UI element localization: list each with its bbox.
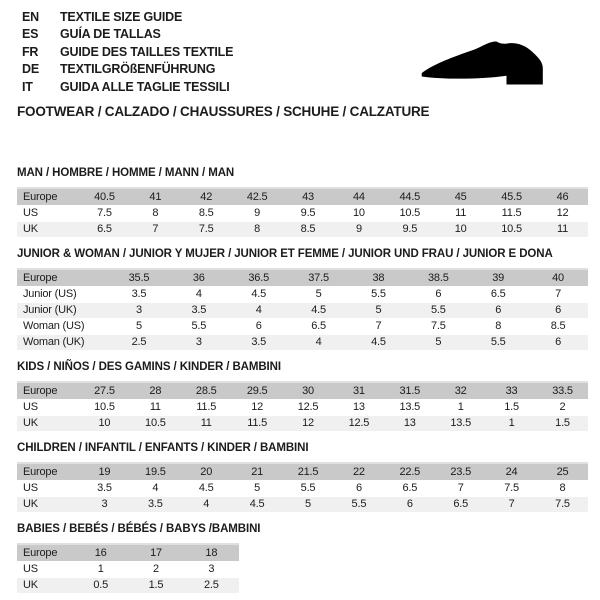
size-cell: 5: [232, 481, 283, 497]
size-cell: 28.5: [181, 382, 232, 400]
size-cell: 41: [130, 188, 181, 206]
size-cell: 11: [181, 416, 232, 432]
size-cell: 1: [435, 400, 486, 416]
table-row: [17, 497, 588, 513]
language-label: TEXTILGRÖßENFÜHRUNG: [60, 62, 216, 77]
size-cell: 10: [333, 206, 384, 222]
language-code: FR: [22, 44, 39, 59]
row-label: UK: [17, 222, 79, 238]
size-cell: 13.5: [384, 400, 435, 416]
size-cell: 31: [333, 382, 384, 400]
size-cell: 7.5: [486, 481, 537, 497]
size-cell: 40: [528, 269, 588, 287]
size-cell: 4.5: [232, 497, 283, 513]
size-cell: 4: [181, 497, 232, 513]
table-title: JUNIOR & WOMAN / JUNIOR Y MUJER / JUNIOR ET FEMME / JUNIOR UND FRAU / JUNIOR E DONA: [17, 248, 553, 260]
size-cell: 8.5: [528, 319, 588, 335]
size-cell: 6: [528, 335, 588, 351]
row-label: Woman (UK): [17, 335, 109, 351]
size-cell: 45.5: [486, 188, 537, 206]
size-cell: 27.5: [79, 382, 130, 400]
size-cell: 8.5: [181, 206, 232, 222]
size-table: [17, 268, 588, 350]
size-cell: 19: [79, 463, 130, 481]
size-cell: 29.5: [232, 382, 283, 400]
size-cell: 22: [333, 463, 384, 481]
size-cell: 3: [184, 562, 239, 578]
size-cell: 2: [128, 562, 183, 578]
row-label: Woman (US): [17, 319, 109, 335]
size-cell: 1.5: [486, 400, 537, 416]
size-cell: 6: [384, 497, 435, 513]
size-cell: 4.5: [229, 287, 289, 303]
size-cell: 5.5: [333, 497, 384, 513]
size-cell: 12: [283, 416, 334, 432]
table-row: [17, 416, 588, 432]
size-cell: 22.5: [384, 463, 435, 481]
size-cell: 7: [130, 222, 181, 238]
row-label: UK: [17, 497, 79, 513]
size-cell: 8: [537, 481, 588, 497]
table-row: [17, 188, 588, 206]
size-cell: 43: [283, 188, 334, 206]
language-code: ES: [22, 27, 39, 42]
size-cell: 6.5: [289, 319, 349, 335]
table-row: [17, 222, 588, 238]
size-cell: 6: [528, 303, 588, 319]
size-cell: 20: [181, 463, 232, 481]
size-cell: 5.5: [169, 319, 229, 335]
size-cell: 11.5: [486, 206, 537, 222]
language-label: GUÍA DE TALLAS: [60, 27, 161, 42]
table-row: [17, 287, 588, 303]
size-cell: 16: [73, 544, 128, 562]
size-cell: 42: [181, 188, 232, 206]
size-cell: 39: [468, 269, 528, 287]
row-label: Europe: [17, 544, 73, 562]
size-cell: 21.5: [283, 463, 334, 481]
size-cell: 11: [435, 206, 486, 222]
size-cell: 3.5: [169, 303, 229, 319]
size-cell: 11.5: [232, 416, 283, 432]
size-cell: 1.5: [128, 578, 183, 594]
size-cell: 8: [468, 319, 528, 335]
size-cell: 4: [130, 481, 181, 497]
row-label: US: [17, 481, 79, 497]
size-cell: 4.5: [289, 303, 349, 319]
size-cell: 4.5: [349, 335, 409, 351]
language-row: [22, 44, 233, 61]
size-cell: 4: [169, 287, 229, 303]
size-cell: 5: [109, 319, 169, 335]
size-cell: 2.5: [184, 578, 239, 594]
size-cell: 10.5: [130, 416, 181, 432]
size-cell: 2.5: [109, 335, 169, 351]
size-cell: 5: [289, 287, 349, 303]
table-row: [17, 562, 239, 578]
row-label: US: [17, 400, 79, 416]
size-cell: 7: [486, 497, 537, 513]
size-cell: 19.5: [130, 463, 181, 481]
size-cell: 33.5: [537, 382, 588, 400]
size-cell: 5: [283, 497, 334, 513]
size-cell: 13: [384, 416, 435, 432]
row-label: Europe: [17, 269, 109, 287]
size-table: [17, 462, 588, 512]
size-cell: 11: [130, 400, 181, 416]
table-title: BABIES / BEBÉS / BÉBÉS / BABYS /BAMBINI: [17, 523, 261, 535]
size-cell: 33: [486, 382, 537, 400]
size-cell: 44.5: [384, 188, 435, 206]
size-cell: 1.5: [537, 416, 588, 432]
size-tables-area: [17, 168, 588, 600]
language-code: IT: [22, 79, 33, 94]
size-table: [17, 543, 239, 593]
table-row: [17, 544, 239, 562]
size-cell: 4: [289, 335, 349, 351]
language-list: [22, 9, 233, 96]
size-cell: 7.5: [181, 222, 232, 238]
size-cell: 11.5: [181, 400, 232, 416]
table-row: [17, 578, 239, 594]
size-cell: 17: [128, 544, 183, 562]
table-title: KIDS / NIÑOS / DES GAMINS / KINDER / BAMBINI: [17, 361, 281, 373]
size-cell: 44: [333, 188, 384, 206]
language-label: GUIDA ALLE TAGLIE TESSILI: [60, 79, 230, 94]
size-cell: 10.5: [486, 222, 537, 238]
language-row: [22, 61, 233, 78]
size-cell: 18: [184, 544, 239, 562]
table-row: [17, 206, 588, 222]
size-cell: 23.5: [435, 463, 486, 481]
row-label: Junior (US): [17, 287, 109, 303]
size-cell: 7: [349, 319, 409, 335]
language-code: DE: [22, 62, 39, 77]
size-cell: 0.5: [73, 578, 128, 594]
size-table: [17, 381, 588, 431]
size-cell: 10: [435, 222, 486, 238]
size-cell: 45: [435, 188, 486, 206]
size-cell: 4.5: [181, 481, 232, 497]
size-cell: 7: [528, 287, 588, 303]
size-cell: 12.5: [333, 416, 384, 432]
size-cell: 21: [232, 463, 283, 481]
row-label: US: [17, 206, 79, 222]
size-cell: 5.5: [349, 287, 409, 303]
size-section: [17, 249, 588, 350]
size-section: [17, 443, 588, 512]
table-row: [17, 400, 588, 416]
size-cell: 32: [435, 382, 486, 400]
size-cell: 5: [349, 303, 409, 319]
row-label: US: [17, 562, 73, 578]
size-section: [17, 362, 588, 431]
size-cell: 8: [130, 206, 181, 222]
table-title: CHILDREN / INFANTIL / ENFANTS / KINDER / BAMBINI: [17, 442, 309, 454]
language-label: GUIDE DES TAILLES TEXTILE: [60, 44, 234, 59]
table-title: MAN / HOMBRE / HOMME / MANN / MAN: [17, 167, 235, 179]
row-label: Europe: [17, 188, 79, 206]
size-cell: 12: [537, 206, 588, 222]
size-cell: 5: [408, 335, 468, 351]
size-cell: 30: [283, 382, 334, 400]
size-table: [17, 187, 588, 237]
size-cell: 31.5: [384, 382, 435, 400]
size-cell: 36: [169, 269, 229, 287]
size-cell: 13.5: [435, 416, 486, 432]
row-label: Europe: [17, 463, 79, 481]
size-section: [17, 524, 588, 593]
row-label: UK: [17, 578, 73, 594]
size-cell: 36.5: [229, 269, 289, 287]
size-cell: 6.5: [384, 481, 435, 497]
size-cell: 6.5: [435, 497, 486, 513]
size-cell: 42.5: [232, 188, 283, 206]
size-cell: 7.5: [79, 206, 130, 222]
size-cell: 7: [435, 481, 486, 497]
size-cell: 3.5: [130, 497, 181, 513]
table-row: [17, 335, 588, 351]
dress-shoe-icon: [398, 24, 580, 98]
category-line: FOOTWEAR / CALZADO / CHAUSSURES / SCHUHE / CALZATURE: [17, 104, 430, 119]
row-label: Europe: [17, 382, 79, 400]
size-cell: 5.5: [408, 303, 468, 319]
size-cell: 13: [333, 400, 384, 416]
size-cell: 7.5: [537, 497, 588, 513]
size-cell: 9: [333, 222, 384, 238]
size-cell: 6: [229, 319, 289, 335]
size-cell: 9.5: [384, 222, 435, 238]
language-row: [22, 9, 233, 26]
size-cell: 8.5: [283, 222, 334, 238]
language-label: TEXTILE SIZE GUIDE: [60, 10, 183, 24]
size-cell: 1: [486, 416, 537, 432]
language-code: EN: [22, 10, 39, 24]
size-cell: 37.5: [289, 269, 349, 287]
size-cell: 3.5: [79, 481, 130, 497]
size-cell: 38: [349, 269, 409, 287]
size-cell: 9.5: [283, 206, 334, 222]
size-cell: 1: [73, 562, 128, 578]
row-label: Junior (UK): [17, 303, 109, 319]
table-row: [17, 481, 588, 497]
size-cell: 38.5: [408, 269, 468, 287]
size-cell: 46: [537, 188, 588, 206]
size-cell: 6: [408, 287, 468, 303]
size-cell: 9: [232, 206, 283, 222]
size-cell: 3: [109, 303, 169, 319]
table-row: [17, 319, 588, 335]
table-row: [17, 382, 588, 400]
size-cell: 10.5: [79, 400, 130, 416]
size-cell: 12: [232, 400, 283, 416]
size-cell: 6: [333, 481, 384, 497]
size-cell: 5.5: [283, 481, 334, 497]
table-row: [17, 303, 588, 319]
size-cell: 24: [486, 463, 537, 481]
table-row: [17, 269, 588, 287]
size-cell: 8: [232, 222, 283, 238]
size-cell: 7.5: [408, 319, 468, 335]
size-cell: 3: [79, 497, 130, 513]
language-row: [22, 79, 233, 96]
table-row: [17, 463, 588, 481]
size-cell: 6: [468, 303, 528, 319]
language-row: [22, 26, 233, 43]
size-cell: 12.5: [283, 400, 334, 416]
size-cell: 10: [79, 416, 130, 432]
size-cell: 28: [130, 382, 181, 400]
size-section: [17, 168, 588, 237]
size-cell: 25: [537, 463, 588, 481]
size-cell: 6.5: [468, 287, 528, 303]
size-cell: 2: [537, 400, 588, 416]
row-label: UK: [17, 416, 79, 432]
size-cell: 4: [229, 303, 289, 319]
size-cell: 5.5: [468, 335, 528, 351]
size-cell: 10.5: [384, 206, 435, 222]
size-cell: 3.5: [109, 287, 169, 303]
size-cell: 40.5: [79, 188, 130, 206]
size-cell: 3: [169, 335, 229, 351]
size-cell: 35.5: [109, 269, 169, 287]
size-cell: 11: [537, 222, 588, 238]
size-cell: 6.5: [79, 222, 130, 238]
size-cell: 3.5: [229, 335, 289, 351]
